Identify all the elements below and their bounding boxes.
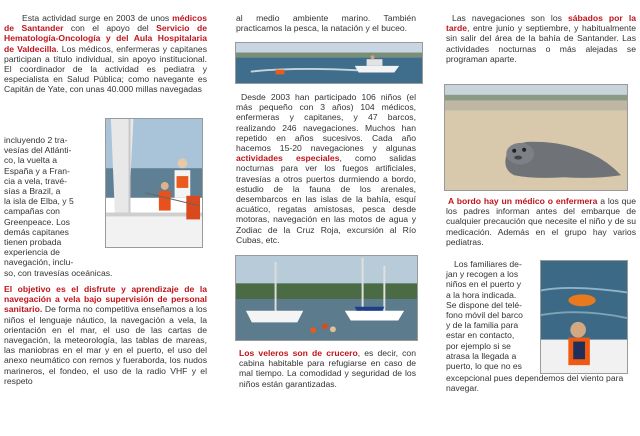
family-paragraph-end: excepcional pues dependemos del viento para navegar.	[446, 373, 624, 394]
objective-highlight: El objetivo es el disfrute y aprendizaje de la navegación a vela bajo supervisión de personal sanitario.	[4, 284, 207, 315]
cruisers-paragraph: Los veleros son de crucero, es decir, con cabina habitable para refugiarse en caso de mal tiempo. La comodidad y seguridad de los niños están garantizadas.	[239, 348, 416, 389]
doctors-highlight: médicos de Santander	[4, 13, 207, 34]
photo-sailboat-crew	[105, 118, 203, 248]
doctor-onboard-paragraph: A bordo hay un médico o enfermera a los que los padres informan antes del embarque de cualquier precaución que necesite el niño y de su medicación. Además en el grupo hay varios pediatras.	[446, 196, 636, 247]
saturdays-highlight: sábados por la tarde	[446, 13, 636, 34]
cruisers-highlight: Los veleros son de crucero	[239, 348, 358, 358]
family-wrap-block: Los familiares de- jan y recogen a los niños en el puerto y a la hora indicada. Se dispone del telé- fono móvil del barco y de la familia para estar en contacto, por ejemplo si se atrasa la llegada a puerto, lo que no es	[446, 259, 523, 372]
saturdays-paragraph: Las navegaciones son los sábados por la tarde, entre junio y septiembre, y habitualmente sin salir del área de la bahía de Santander. Las actividades nocturnas o más alejadas se programan aparte.	[446, 13, 636, 64]
environment-paragraph: al medio ambiente marino. También practicamos la pesca, la natación y el buceo.	[236, 13, 416, 34]
service-highlight: Servicio de Hematología-Oncología y del Aula Hospitalaria de Valdecilla	[4, 23, 207, 54]
photo-sailboats-anchored	[235, 255, 418, 341]
wrap-text-block: incluyendo 2 tra- vesías del Atlánti- co, la vuelta a España y a Fran- cia a vela, travé- sías a Brazil, a la isla de Elba, y 5 campañas con Greenpeace. Los demás capitanes tienen probada experiencia de navegación, inclu- so, con travesías oceánicas.	[4, 135, 113, 278]
doctor-onboard-highlight: A bordo hay un médico o enfermera	[448, 196, 598, 206]
photo-seal	[444, 84, 628, 191]
intro-paragraph: Esta actividad surge en 2003 de unos médicos de Santander con el apoyo del Servicio de Hematología-Oncología y del Aula Hospitalaria de Valdecilla. Los médicos, enfermeras y capitanes participan a título individual, sin apoyo institucional. El coordinador de la actividad es pediatra y especialista en Salud Pública; como navegante es Capitán de Yate, con unas 40.000 millas navegadas	[4, 13, 207, 95]
participation-paragraph: Desde 2003 han participado 106 niños (el más pequeño con 3 años) 104 médicos, enfermeras y capitanes, y 47 barcos, realizando 246 navegaciones. Muchos han repetido en años sucesivos. Cada año hacemos 15-20 navegaciones y algunas actividades especiales, como salidas nocturnas para ver los fuegos artificiales, travesías a otros puertos durmiendo a bordo, estudio de la fauna de los arenales, desembarcos en las islas de la bahía, esquí acuático, regatas amistosas, pesca desde motoras, navegación en las motos de agua y Zodiac de la Cruz Roja, excursión al Río Cubas, etc.	[236, 92, 416, 245]
photo-boy-lifejacket	[540, 260, 628, 374]
special-activities-highlight: actividades especiales	[236, 153, 340, 164]
objective-paragraph: El objetivo es el disfrute y aprendizaje de la navegación a vela bajo supervisión de personal sanitario. De forma no competitiva enseñamos a los niños el lenguaje náutico, la navegación a vela, la orientación en el mar, el uso de las cartas de navegación, la meteorología, las tablas de mareas, las maniobras en el mar y en el puerto, el uso del anexo neumático con remos y fueraborda, los nudos marineros, el fondeo, el uso de la radio VHF y el respeto	[4, 284, 207, 386]
photo-motorboat	[235, 42, 423, 84]
